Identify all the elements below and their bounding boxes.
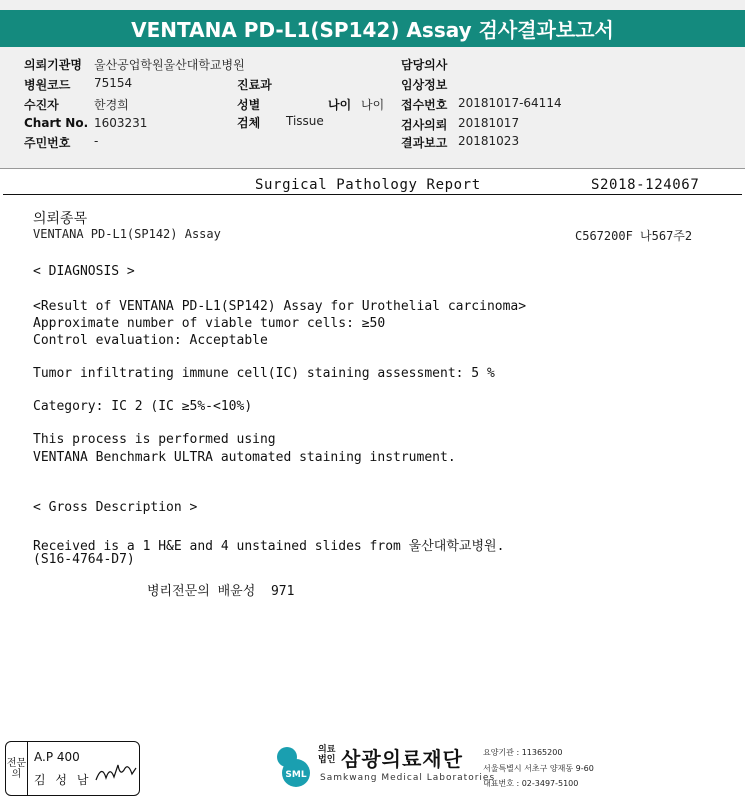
tumor-cells-line: Approximate number of viable tumor cells: ≥50	[33, 316, 386, 331]
hospital-code-label: 병원코드	[24, 78, 71, 92]
report-header: VENTANA PD-L1(SP142) Assay 검사결과보고서	[0, 10, 745, 47]
category-line: Category: IC 2 (IC ≥5%-<10%)	[33, 399, 253, 414]
request-item: VENTANA PD-L1(SP142) Assay	[33, 227, 221, 241]
gross-line-2: (S16-4764-D7)	[33, 552, 135, 567]
footer	[0, 729, 745, 807]
specimen-label: 검체	[237, 116, 261, 130]
gross-heading: < Gross Description >	[33, 500, 198, 515]
patient-info	[0, 52, 745, 168]
request-date-label: 검사의뢰	[401, 118, 448, 132]
chart-value: 1603231	[94, 116, 148, 130]
hospital-value: 울산공업학원울산대학교병원	[94, 58, 245, 72]
receipt-label: 접수번호	[401, 98, 448, 112]
title-divider	[3, 194, 742, 195]
specialist-tag: 전문의	[6, 742, 28, 795]
age-value: 나이	[361, 98, 385, 112]
chart-label: Chart No.	[24, 116, 89, 130]
process-line-2: VENTANA Benchmark ULTRA automated staining instrument.	[33, 450, 456, 465]
report-date-label: 결과보고	[401, 136, 448, 150]
doctor-label: 담당의사	[401, 58, 448, 72]
sex-label: 성별	[237, 98, 261, 112]
pathologist-line: 병리전문의 배윤성 971	[147, 584, 295, 599]
report-number: S2018-124067	[591, 177, 700, 193]
phone: 대표번호 : 02-3497-5100	[483, 779, 579, 788]
gross-line-1: Received is a 1 H&E and 4 unstained slides from 울산대학교병원.	[33, 539, 505, 554]
request-code: C567200F 나567주2	[575, 229, 693, 243]
patient-label: 수진자	[24, 98, 59, 112]
ap-number: A.P 400	[34, 750, 80, 764]
age-label: 나이	[328, 98, 352, 112]
facility-code: 요양기관 : 11365200	[483, 748, 563, 757]
signature-icon	[94, 760, 138, 786]
pathology-report	[0, 168, 745, 729]
signer-name: 김 성 남	[34, 773, 92, 787]
logo-english: Samkwang Medical Laboratories	[320, 773, 496, 783]
process-line-1: This process is performed using	[33, 432, 276, 447]
svg-text:SML: SML	[285, 770, 307, 780]
signature-box	[5, 741, 140, 796]
logo-name: 삼광의료재단	[341, 747, 463, 771]
report-date-value: 20181023	[458, 134, 520, 148]
hospital-label: 의뢰기관명	[24, 58, 82, 72]
specimen-value: Tissue	[286, 114, 324, 128]
id-value: -	[94, 134, 99, 148]
control-line: Control evaluation: Acceptable	[33, 333, 268, 348]
id-label: 주민번호	[24, 136, 71, 150]
request-date-value: 20181017	[458, 116, 520, 130]
receipt-value: 20181017-64114	[458, 96, 562, 110]
result-title: <Result of VENTANA PD-L1(SP142) Assay for Urothelial carcinoma>	[33, 299, 527, 314]
patient-value: 한경희	[94, 98, 129, 112]
dept-label: 진료과	[237, 78, 272, 92]
logo-corp-label: 의료 법인	[318, 745, 336, 765]
address: 서울특별시 서초구 양재동 9-60	[483, 764, 594, 773]
hospital-code-value: 75154	[94, 76, 133, 90]
diagnosis-heading: < DIAGNOSIS >	[33, 264, 135, 279]
clinical-label: 임상정보	[401, 78, 448, 92]
sml-logo-icon	[272, 744, 316, 788]
report-title: Surgical Pathology Report	[255, 177, 481, 193]
request-item-label: 의뢰종목	[33, 211, 88, 227]
ic-staining-line: Tumor infiltrating immune cell(IC) staining assessment: 5 %	[33, 366, 495, 381]
